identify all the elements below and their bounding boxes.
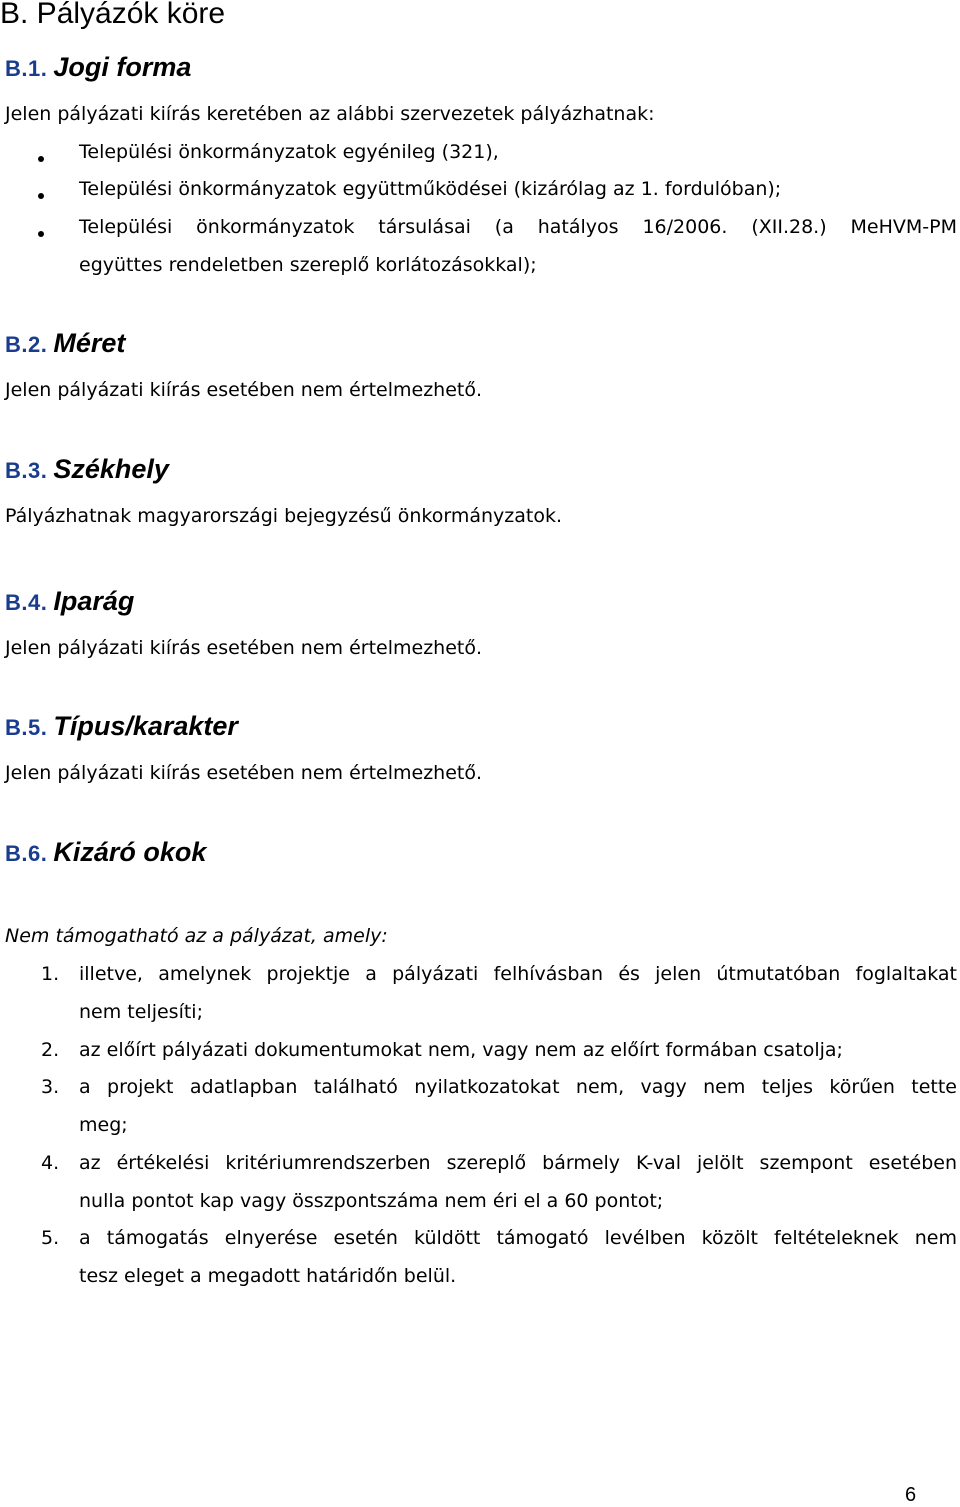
- section-heading-b3: [5, 454, 169, 488]
- list-item: a projekt adatlapban található nyilatkozatokat nem, vagy nem teljes körűen tette: [79, 1076, 957, 1098]
- bullet-dot: [38, 193, 44, 199]
- list-item: Települési önkormányzatok együttműködései (kizárólag az 1. fordulóban);: [79, 178, 782, 200]
- list-item-continuation: együttes rendeletben szereplő korlátozásokkal);: [79, 254, 537, 276]
- list-item-number: 5.: [41, 1227, 60, 1249]
- section-heading-b4: [5, 586, 134, 620]
- section-title: Méret: [53, 328, 126, 358]
- section-heading-b2: [5, 328, 125, 362]
- section-number: B.4.: [5, 590, 48, 615]
- list-item-continuation: meg;: [79, 1114, 128, 1136]
- list-item-number: 1.: [41, 963, 60, 985]
- section-title: Iparág: [53, 586, 135, 616]
- list-item: Települési önkormányzatok egyénileg (321),: [79, 141, 499, 163]
- section-number: B.2.: [5, 332, 48, 357]
- section-number: B.6.: [5, 841, 48, 866]
- list-item: az értékelési kritériumrendszerben szereplő bármely K-val jelölt szempont esetében: [79, 1152, 957, 1174]
- section-title: Jogi forma: [53, 52, 192, 82]
- list-item-continuation: tesz eleget a megadott határidőn belül.: [79, 1265, 457, 1287]
- list-item-continuation: nulla pontot kap vagy összpontszáma nem éri el a 60 pontot;: [79, 1190, 664, 1212]
- list-item: az előírt pályázati dokumentumokat nem, vagy nem az előírt formában csatolja;: [79, 1039, 843, 1061]
- section-number: B.5.: [5, 715, 48, 740]
- section-text: Jelen pályázati kiírás esetében nem értelmezhető.: [5, 637, 483, 659]
- page-title: B. Pályázók köre: [0, 0, 226, 30]
- list-item-continuation: nem teljesíti;: [79, 1001, 203, 1023]
- section-title: Típus/karakter: [53, 711, 238, 741]
- section-heading-b1: [5, 52, 191, 86]
- section-heading-b6: [5, 837, 206, 871]
- list-item-number: 4.: [41, 1152, 60, 1174]
- bullet-dot: [38, 231, 44, 237]
- bullet-dot: [38, 156, 44, 162]
- list-item: illetve, amelynek projektje a pályázati felhívásban és jelen útmutatóban foglaltakat: [79, 963, 957, 985]
- list-item-number: 2.: [41, 1039, 60, 1061]
- section-text: Jelen pályázati kiírás esetében nem értelmezhető.: [5, 379, 483, 401]
- list-item: Települési önkormányzatok társulásai (a hatályos 16/2006. (XII.28.) MeHVM-PM: [79, 216, 957, 238]
- section-number: B.3.: [5, 458, 48, 483]
- section-title: Székhely: [53, 454, 169, 484]
- section-text: Jelen pályázati kiírás esetében nem értelmezhető.: [5, 762, 483, 784]
- section-heading-b5: [5, 711, 238, 745]
- list-item-number: 3.: [41, 1076, 60, 1098]
- section-number: B.1.: [5, 56, 48, 81]
- page-number: 6: [905, 1484, 917, 1506]
- section-intro: Nem támogatható az a pályázat, amely:: [5, 925, 388, 947]
- list-item: a támogatás elnyerése esetén küldött támogató levélben közölt feltételeknek nem: [79, 1227, 957, 1249]
- section-title: Kizáró okok: [53, 837, 207, 867]
- section-text: Pályázhatnak magyarországi bejegyzésű önkormányzatok.: [5, 505, 563, 527]
- section-intro: Jelen pályázati kiírás keretében az alábbi szervezetek pályázhatnak:: [5, 103, 655, 125]
